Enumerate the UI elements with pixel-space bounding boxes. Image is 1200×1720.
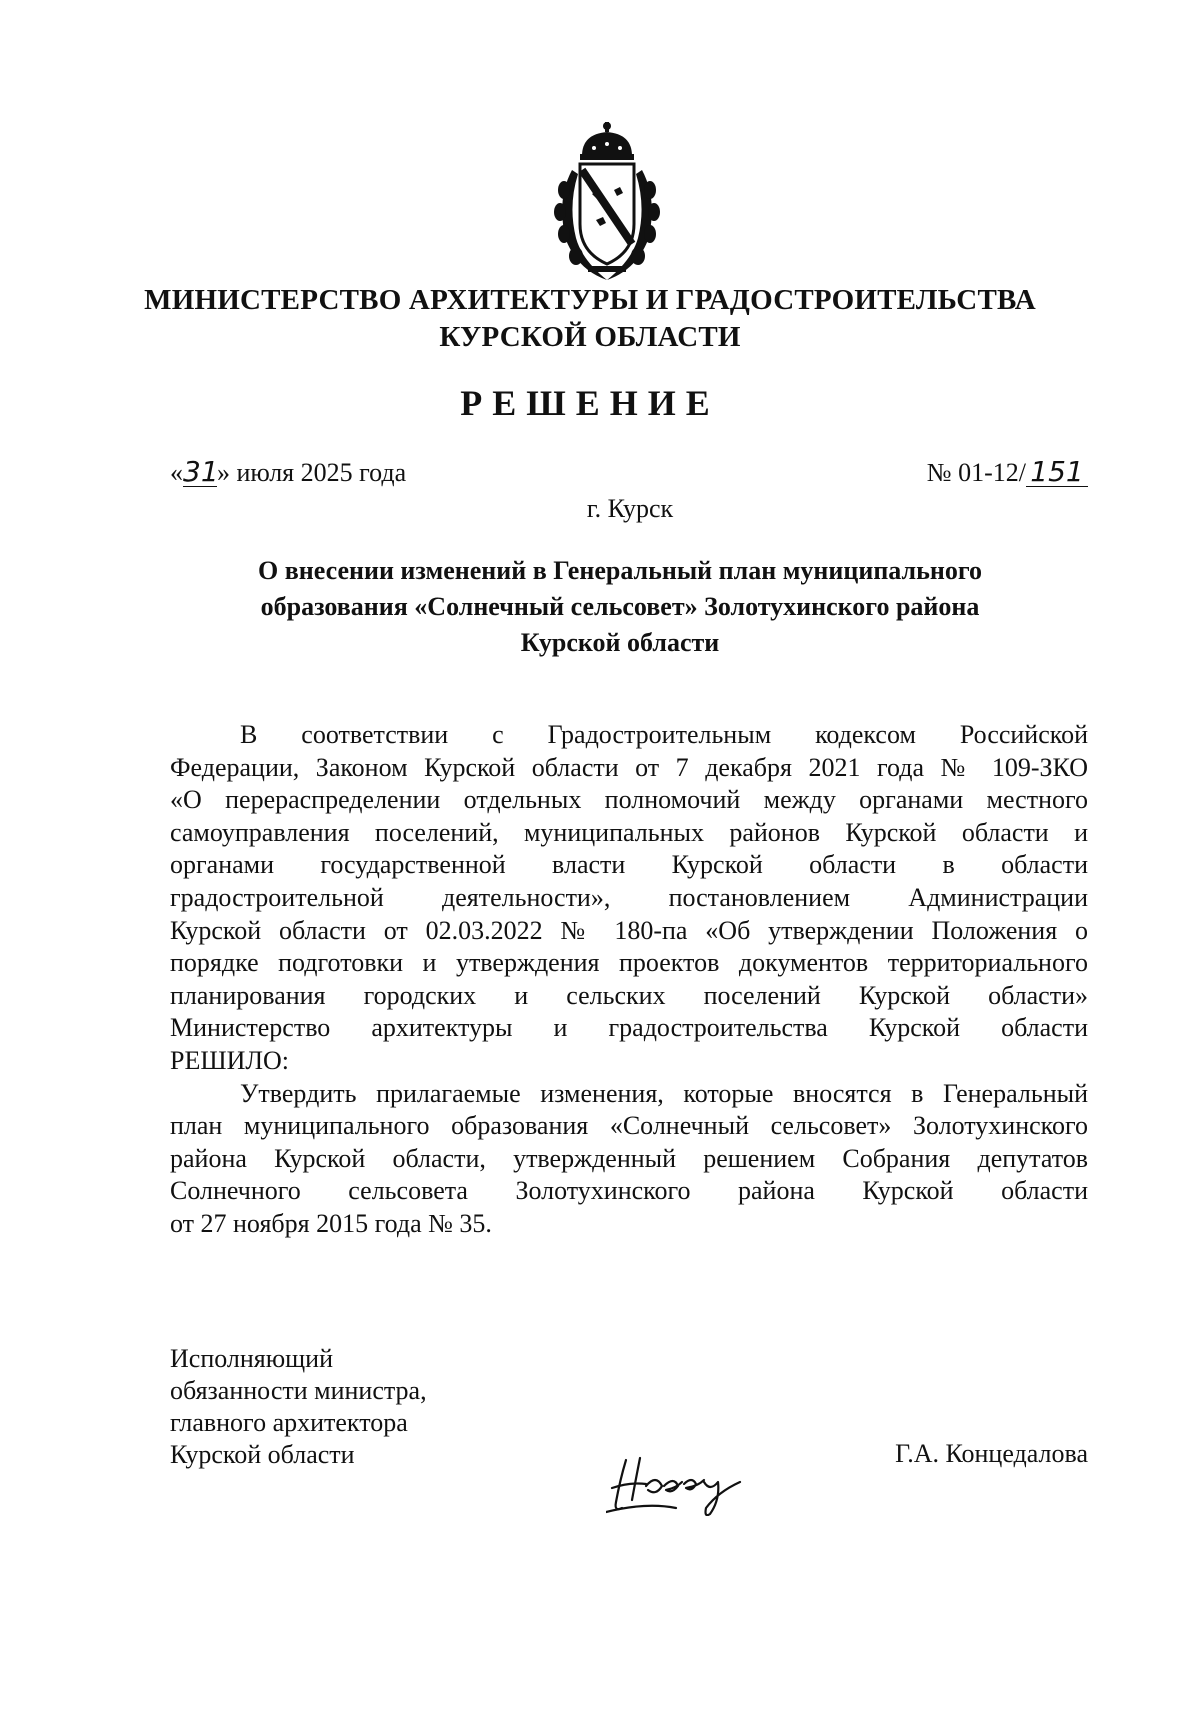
body-line: самоуправления поселений, муниципальных районов Курской области и xyxy=(170,817,1088,847)
body-line: Министерство архитектуры и градостроительства Курской области xyxy=(170,1013,1088,1043)
document-date xyxy=(170,455,407,488)
document-city: г. Курск xyxy=(586,494,674,523)
ministry-name-line-2: КУРСКОЙ ОБЛАСТИ xyxy=(439,321,741,353)
signer-position xyxy=(170,1343,427,1471)
document-title xyxy=(0,553,1200,661)
number-prefix: № 01-12/ xyxy=(926,458,1026,487)
body-line: РЕШИЛО: xyxy=(170,1045,289,1075)
body-line: Солнечного сельсовета Золотухинского района Курской области xyxy=(170,1176,1088,1206)
handwritten-signature xyxy=(606,1452,766,1516)
number-handwritten: 151 xyxy=(1026,458,1088,487)
date-month-year: » июля 2025 года xyxy=(217,458,407,487)
date-day-handwritten: 31 xyxy=(183,455,219,488)
ministry-name-line-1: МИНИСТЕРСТВО АРХИТЕКТУРЫ И ГРАДОСТРОИТЕЛЬСТВА xyxy=(144,284,1036,316)
date-open-quote: « xyxy=(170,458,183,487)
body-line: района Курской области, утвержденный решением Собрания депутатов xyxy=(170,1143,1088,1173)
document-type: РЕШЕНИЕ xyxy=(460,383,720,423)
title-line: О внесении изменений в Генеральный план муниципального xyxy=(257,556,983,585)
body-line: план муниципального образования «Солнечный сельсовет» Золотухинского xyxy=(170,1111,1088,1141)
body-line: градостроительной деятельности», постановлением Администрации xyxy=(170,882,1088,912)
body-line: от 27 ноября 2015 года № 35. xyxy=(170,1208,492,1238)
body-line: Утвердить прилагаемые изменения, которые вносятся в Генеральный xyxy=(240,1078,1088,1108)
document-number xyxy=(926,455,1088,488)
title-line: образования «Солнечный сельсовет» Золотухинского района xyxy=(260,592,980,621)
body-line: порядке подготовки и утверждения проектов документов территориального xyxy=(170,948,1088,978)
body-line: Курской области от 02.03.2022 № 180-па «Об утверждении Положения о xyxy=(170,915,1088,945)
signer-position-line: главного архитектора xyxy=(170,1408,408,1437)
body-line: В соответствии с Градостроительным кодексом Российской xyxy=(240,720,1088,749)
kursk-coat-of-arms-icon xyxy=(552,120,662,282)
body-line: органами государственной власти Курской области в области xyxy=(170,850,1088,880)
signer-position-line: обязанности министра, xyxy=(170,1376,427,1405)
signer-position-line: Исполняющий xyxy=(170,1344,334,1373)
ministry-name xyxy=(0,282,1180,356)
body-line: планирования городских и сельских поселений Курской области» xyxy=(170,980,1088,1010)
title-line: Курской области xyxy=(520,628,720,657)
body-line: Федерации, Законом Курской области от 7 декабря 2021 года № 109-ЗКО xyxy=(170,752,1088,782)
signer-position-line: Курской области xyxy=(170,1440,355,1469)
document-body xyxy=(170,719,1088,1241)
signer-name: Г.А. Концедалова xyxy=(895,1439,1088,1468)
body-line: «О перераспределении отдельных полномочий между органами местного xyxy=(170,785,1088,815)
